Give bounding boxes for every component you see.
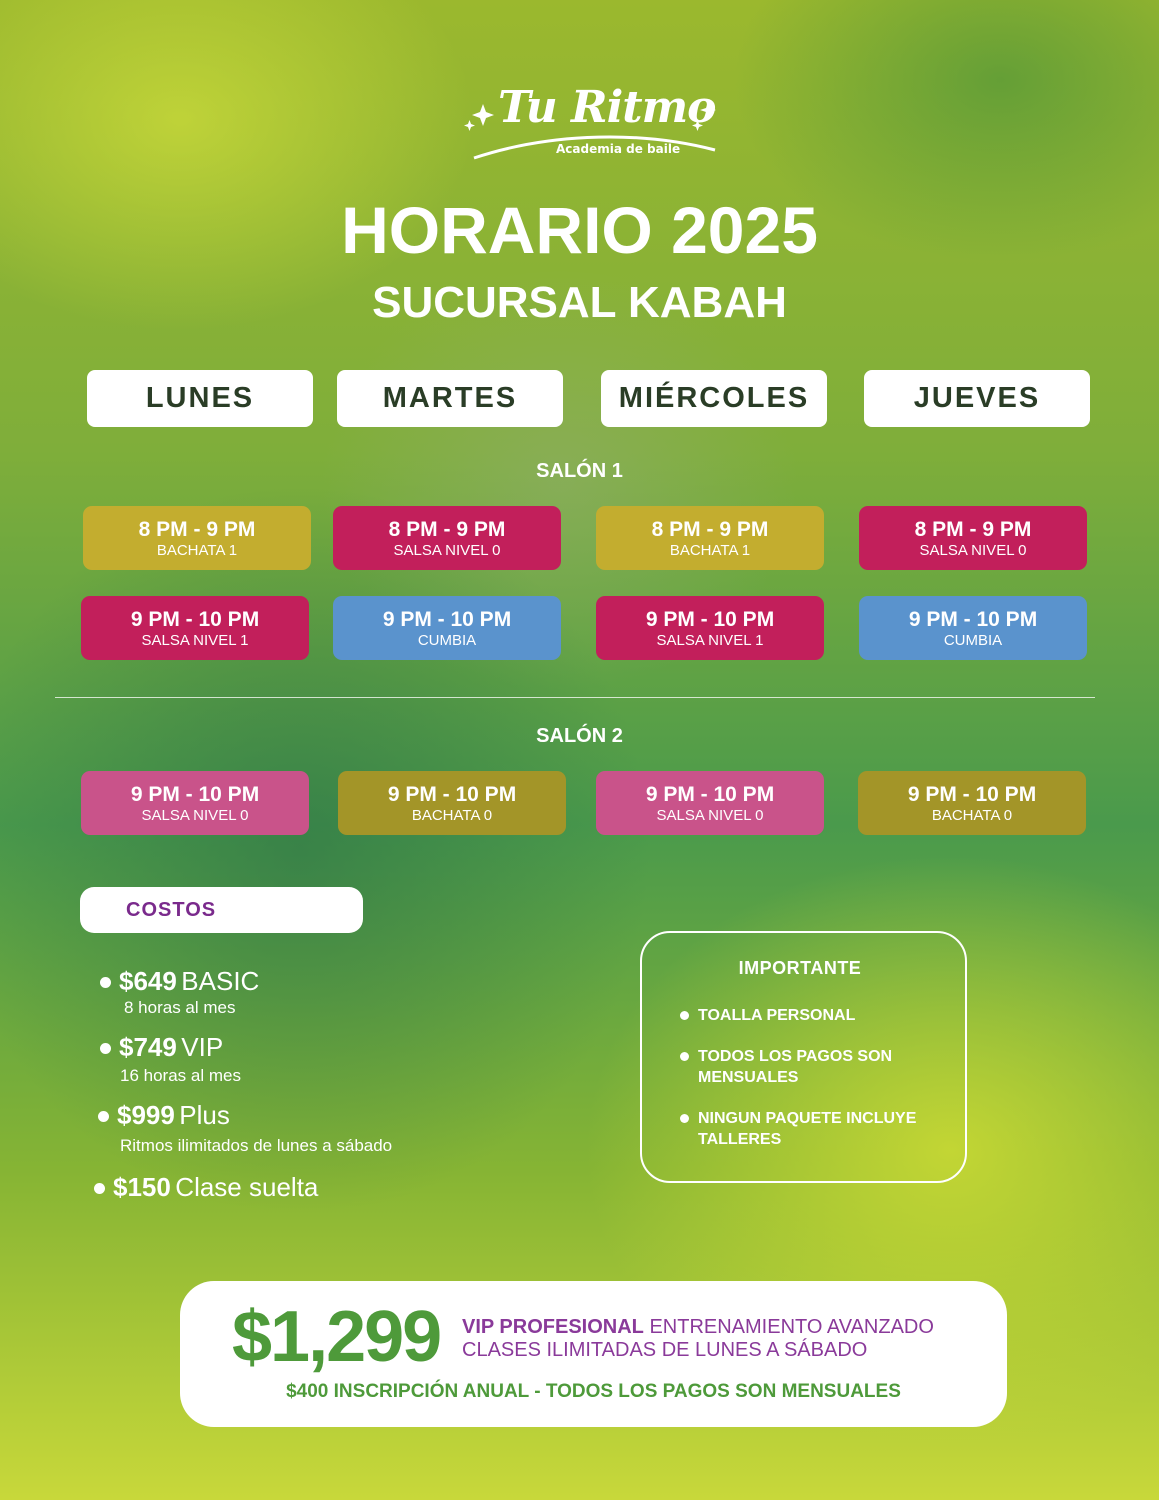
- class-time: 9 PM - 10 PM: [130, 607, 260, 631]
- class-name: SALSA NIVEL 1: [656, 631, 764, 649]
- importante-item: [680, 1046, 920, 1088]
- vip-profesional-desc-1: ENTRENAMIENTO AVANZADO: [649, 1316, 934, 1338]
- class-name: CUMBIA: [943, 631, 1003, 649]
- logo-subtitle: Academia de baile: [556, 142, 681, 156]
- price-name: Clase suelta: [175, 1172, 319, 1202]
- class-slot: [83, 506, 311, 570]
- importante-title: IMPORTANTE: [738, 958, 862, 978]
- bullet-icon: [680, 1114, 689, 1123]
- class-name: BACHATA 1: [669, 541, 751, 559]
- class-time: 8 PM - 9 PM: [651, 517, 769, 541]
- logo: [460, 78, 720, 170]
- salon-2-label: SALÓN 2: [536, 725, 623, 747]
- bullet-icon: [680, 1052, 689, 1061]
- day-header-miercoles: MIÉRCOLES: [601, 370, 827, 427]
- class-slot: [596, 506, 824, 570]
- vip-profesional-amount: $1,299: [232, 1297, 441, 1377]
- price-amount: $749: [119, 1032, 177, 1062]
- class-name: SALSA NIVEL 1: [141, 631, 249, 649]
- price-name: VIP: [181, 1032, 224, 1062]
- price-detail: 16 horas al mes: [120, 1066, 241, 1085]
- class-slot: [338, 771, 566, 835]
- class-name: SALSA NIVEL 0: [393, 541, 501, 559]
- price-amount: $649: [119, 966, 177, 996]
- price-amount: $150: [113, 1172, 171, 1202]
- price-clase-suelta: [94, 1172, 318, 1203]
- class-time: 8 PM - 9 PM: [388, 517, 506, 541]
- importante-item-text: TODOS LOS PAGOS SON MENSUALES: [698, 1048, 893, 1086]
- importante-item: [680, 1005, 950, 1026]
- class-time: 9 PM - 10 PM: [645, 782, 775, 806]
- price-basic: [100, 966, 259, 997]
- price-detail: 8 horas al mes: [124, 998, 236, 1017]
- vip-profesional-name: VIP PROFESIONAL: [462, 1316, 644, 1338]
- class-slot: [81, 771, 309, 835]
- class-name: SALSA NIVEL 0: [919, 541, 1027, 559]
- class-time: 9 PM - 10 PM: [382, 607, 512, 631]
- vip-profesional-desc-2: CLASES ILIMITADAS DE LUNES A SÁBADO: [462, 1339, 868, 1361]
- day-header-martes: MARTES: [337, 370, 563, 427]
- importante-item: [680, 1108, 950, 1150]
- class-time: 9 PM - 10 PM: [645, 607, 775, 631]
- price-plus: [98, 1100, 230, 1131]
- vip-profesional-line-1: [462, 1316, 934, 1339]
- bullet-icon: [680, 1011, 689, 1020]
- logo-name: Tu Ritmo: [498, 82, 716, 133]
- class-name: BACHATA 0: [411, 806, 493, 824]
- price-amount: $999: [117, 1100, 175, 1130]
- class-name: SALSA NIVEL 0: [656, 806, 764, 824]
- class-time: 9 PM - 10 PM: [130, 782, 260, 806]
- class-slot: [333, 596, 561, 660]
- page-subtitle: SUCURSAL KABAH: [372, 278, 787, 327]
- class-time: 9 PM - 10 PM: [387, 782, 517, 806]
- class-slot: [333, 506, 561, 570]
- importante-item-text: TOALLA PERSONAL: [698, 1007, 856, 1024]
- class-name: SALSA NIVEL 0: [141, 806, 249, 824]
- bullet-icon: [100, 977, 111, 988]
- class-time: 8 PM - 9 PM: [138, 517, 256, 541]
- class-slot: [858, 771, 1086, 835]
- page-title: HORARIO 2025: [341, 193, 818, 267]
- price-name: Plus: [179, 1100, 230, 1130]
- class-slot: [596, 771, 824, 835]
- price-name: BASIC: [181, 966, 260, 996]
- divider: [55, 697, 1095, 698]
- bullet-icon: [100, 1043, 111, 1054]
- salon-1-label: SALÓN 1: [536, 460, 623, 482]
- importante-item-text: NINGUN PAQUETE INCLUYE TALLERES: [698, 1110, 917, 1148]
- class-name: CUMBIA: [417, 631, 477, 649]
- class-time: 9 PM - 10 PM: [907, 782, 1037, 806]
- class-time: 8 PM - 9 PM: [914, 517, 1032, 541]
- class-name: BACHATA 1: [156, 541, 238, 559]
- day-header-lunes: LUNES: [87, 370, 313, 427]
- class-slot: [859, 506, 1087, 570]
- bullet-icon: [98, 1111, 109, 1122]
- price-vip: [100, 1032, 223, 1063]
- day-header-jueves: JUEVES: [864, 370, 1090, 427]
- costos-label: COSTOS: [80, 887, 363, 933]
- class-name: BACHATA 0: [931, 806, 1013, 824]
- class-slot: [596, 596, 824, 660]
- class-slot: [859, 596, 1087, 660]
- bullet-icon: [94, 1183, 105, 1194]
- class-slot: [81, 596, 309, 660]
- price-detail: Ritmos ilimitados de lunes a sábado: [120, 1136, 393, 1155]
- vip-profesional-footer: $400 INSCRIPCIÓN ANUAL - TODOS LOS PAGOS SON MENSUALES: [286, 1381, 901, 1402]
- class-time: 9 PM - 10 PM: [908, 607, 1038, 631]
